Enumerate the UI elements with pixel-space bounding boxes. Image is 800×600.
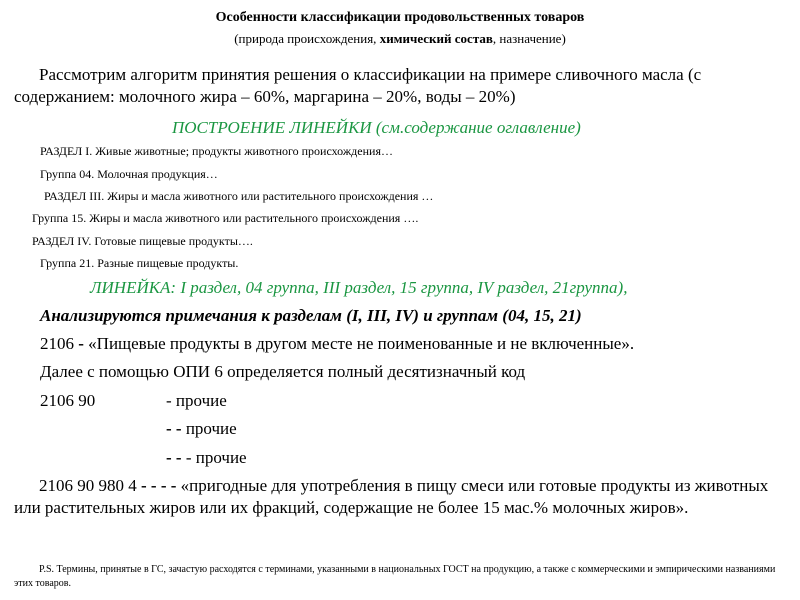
section-line-5: РАЗДЕЛ IV. Готовые пищевые продукты…. (32, 234, 253, 248)
final-code-desc: «пригодные для употребления в пищу смеси или готовые продукты из животных или растительных жиров или их фракций, содержащие не более 15 мас.% молочных жиров». (14, 476, 769, 517)
code-2106-line (40, 333, 634, 355)
section-line-1: РАЗДЕЛ I. Живые животные; продукты животного происхождения… (40, 144, 393, 158)
opi-line: Далее с помощью ОПИ 6 определяется полный десятизначный код (40, 362, 526, 381)
sub1-dash: - - (166, 419, 182, 438)
section-line-6: Группа 21. Разные пищевые продукты. (40, 256, 239, 270)
code-2106-90: 2106 90 (40, 391, 96, 410)
sub2-dash: - - (166, 448, 182, 467)
code-2106-90-label (166, 390, 227, 412)
section-line-4: Группа 15. Жиры и масла животного или растительного происхождения …. (32, 211, 419, 225)
build-heading: ПОСТРОЕНИЕ ЛИНЕЙКИ (см.содержание оглавление) (172, 118, 581, 137)
page-subtitle (0, 31, 800, 47)
code-2106-90-dash: - (166, 391, 172, 410)
subtitle-post: , назначение) (492, 31, 566, 46)
page-title: Особенности классификации продовольственных товаров (215, 10, 585, 25)
sub1-line (166, 418, 237, 440)
lineika-line: ЛИНЕЙКА: I раздел, 04 группа, III раздел, 15 группа, IV раздел, 21группа), (90, 278, 628, 297)
sub2-line (166, 447, 247, 469)
final-code-dash: - - - - (141, 476, 177, 495)
final-code-paragraph (14, 475, 789, 519)
ps-note: P.S. Термины, принятые в ГС, зачастую расходятся с терминами, указанными в национальных ГОСТ на продукцию, а также с коммерческими и эмпирическими названиями этих товаров. (14, 564, 776, 589)
subtitle-bold: химический состав (379, 31, 493, 46)
intro-paragraph: Рассмотрим алгоритм принятия решения о классификации на примере сливочного масла (с содержанием: молочного жира – 60%, маргарина – 20%, воды – 20%) (14, 65, 702, 106)
notes-line: Анализируются примечания к разделам (I, III, IV) и группам (04, 15, 21) (40, 306, 582, 325)
sub1-text: прочие (181, 419, 237, 438)
code-2106-dash: - (74, 334, 89, 353)
code-2106: 2106 (40, 334, 74, 353)
subtitle-pre: (природа происхождения, (234, 31, 380, 46)
code-2106-90-text: прочие (171, 391, 227, 410)
sub2-text: - прочие (181, 448, 247, 467)
code-2106-desc: «Пищевые продукты в другом месте не поименованные и не включенные». (88, 334, 635, 353)
section-line-2: Группа 04. Молочная продукция… (40, 167, 218, 181)
final-code: 2106 90 980 4 (39, 476, 137, 495)
section-line-3: РАЗДЕЛ III. Жиры и масла животного или растительного происхождения … (44, 189, 434, 203)
